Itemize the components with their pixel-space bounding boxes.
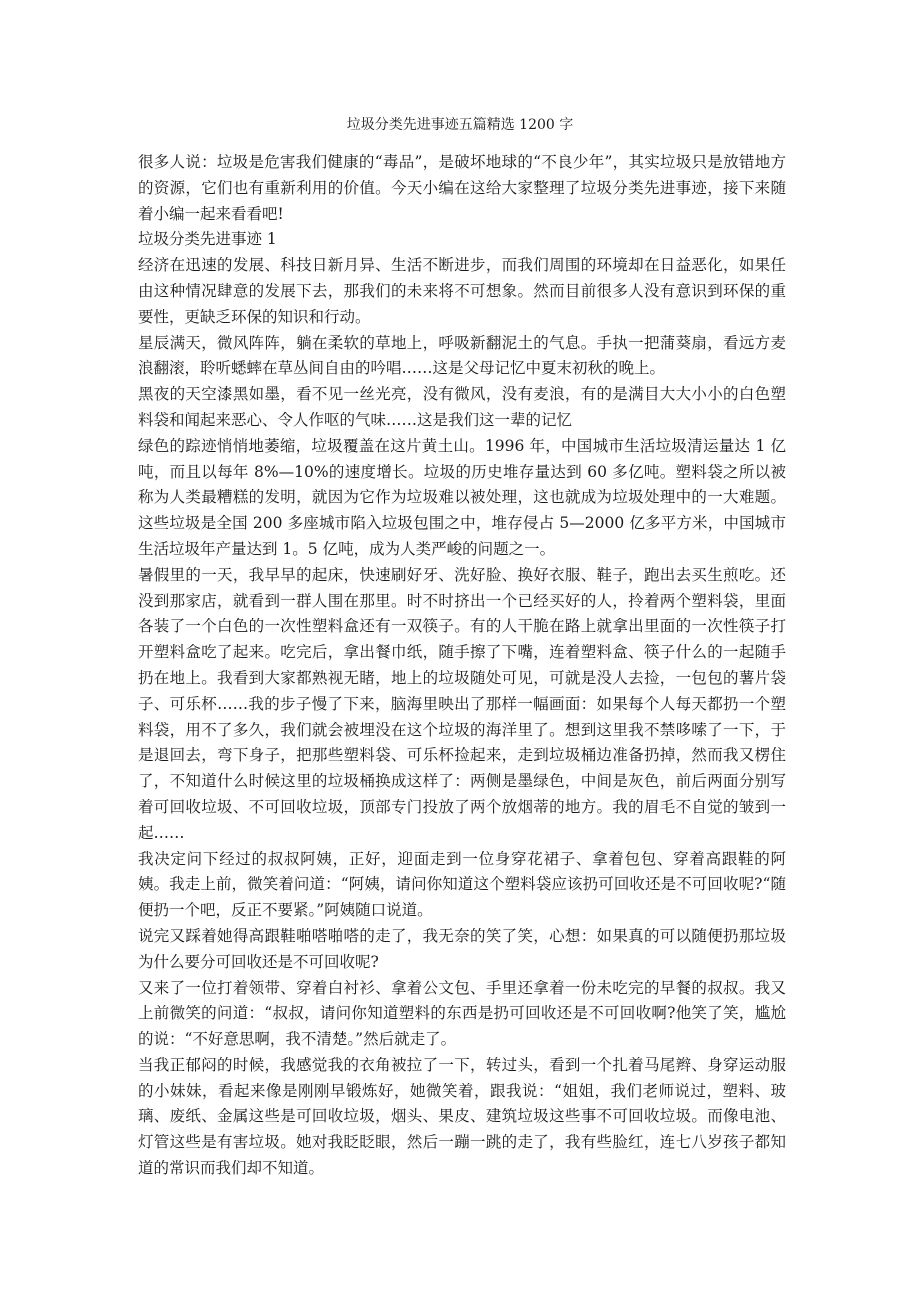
body-paragraph: 暑假里的一天，我早早的起床，快速刷好牙、洗好脸、换好衣服、鞋子，跑出去买生煎吃。还没到那家店，就看到一群人围在那里。时不时挤出一个已经买好的人，拎着两个塑料袋，里面各装了一个白色的一次性塑料盒还有一双筷子。有的人干脆在路上就拿出里面的一次性筷子打开塑料盒吃了起来。吃完后，拿出餐巾纸，随手擦了下嘴，连着塑料盒、筷子什么的一起随手扔在地上。我看到大家都熟视无睹，地上的垃圾随处可见，可就是没人去捡，一包包的薯片袋子、可乐杯……我的步子慢了下来，脑海里映出了那样一幅画面：如果每个人每天都扔一个塑料袋，用不了多久，我们就会被埋没在这个垃圾的海洋里了。想到这里我不禁哆嗦了一下，于是退回去，弯下身子，把那些塑料袋、可乐杯捡起来，走到垃圾桶边准备扔掉，然而我又楞住了，不知道什么时候这里的垃圾桶换成这样了：两侧是墨绿色，中间是灰色，前后两面分别写着可回收垃圾、不可回收垃圾，顶部专门投放了两个放烟蒂的地方。我的眉毛不自觉的皱到一起…… bbox=[138, 565, 786, 842]
body-paragraph: 经济在迅速的发展、科技日新月异、生活不断进步，而我们周围的环境却在日益恶化，如果任由这种情况肆意的发展下去，那我们的未来将不可想象。然而目前很多人没有意识到环保的重要性，更缺乏环保的知识和行动。 bbox=[138, 256, 786, 326]
intro-paragraph: 很多人说：垃圾是危害我们健康的“毒品”，是破坏地球的“不良少年”，其实垃圾只是放错地方的资源，它们也有重新利用的价值。今天小编在这给大家整理了垃圾分类先进事迹，接下来随着小编一起来看看吧! bbox=[138, 153, 786, 223]
body-paragraph: 黑夜的天空漆黑如墨，看不见一丝光亮，没有微风，没有麦浪，有的是满目大大小小的白色塑料袋和闻起来恶心、令人作呕的气味……这是我们这一辈的记忆 bbox=[138, 385, 786, 429]
body-paragraph: 说完又踩着她得高跟鞋啪嗒啪嗒的走了，我无奈的笑了笑，心想：如果真的可以随便扔那垃圾为什么要分可回收还是不可回收呢? bbox=[138, 926, 786, 971]
document-body bbox=[138, 150, 786, 1182]
document-title: 垃圾分类先进事迹五篇精选 1200 字 bbox=[346, 117, 574, 133]
body-paragraph: 又来了一位打着领带、穿着白衬衫、拿着公文包、手里还拿着一份未吃完的早餐的叔叔。我又上前微笑的问道：“叔叔，请问你知道塑料的东西是扔可回收还是不可回收啊?他笑了笑，尴尬的说：“不好意思啊，我不清楚。”然后就走了。 bbox=[138, 978, 786, 1049]
body-paragraph: 我决定问下经过的叔叔阿姨，正好，迎面走到一位身穿花裙子、拿着包包、穿着高跟鞋的阿姨。我走上前，微笑着问道：“阿姨，请问你知道这个塑料袋应该扔可回收还是不可回收呢?“随便扔一个吧，反正不要紧。”阿姨随口说道。 bbox=[138, 849, 786, 920]
section-heading: 垃圾分类先进事迹 1 bbox=[138, 230, 277, 249]
body-paragraph: 绿色的踪迹悄悄地萎缩，垃圾覆盖在这片黄土山。1996 年，中国城市生活垃圾清运量达 1 亿吨，而且以每年 8%—10%的速度增长。垃圾的历史堆存量达到 60 多亿吨。塑料袋之所以被称为人类最糟糕的发明，就因为它作为垃圾难以被处理，这也就成为垃圾处理中的一大难题。这些垃圾是全国 200 多座城市陷入垃圾包围之中，堆存侵占 5—2000 亿多平方米，中国城市生活垃圾年产量达到 1。5 亿吨，成为人类严峻的问题之一。 bbox=[138, 436, 786, 558]
body-paragraph: 当我正郁闷的时候，我感觉我的衣角被拉了一下，转过头，看到一个扎着马尾辫、身穿运动服的小妹妹，看起来像是刚刚早锻炼好，她微笑着，跟我说：“姐姐，我们老师说过，塑料、玻璃、废纸、金属这些是可回收垃圾，烟头、果皮、建筑垃圾这些事不可回收垃圾。而像电池、灯管这些是有害垃圾。她对我眨眨眼，然后一蹦一跳的走了，我有些脸红，连七八岁孩子都知道的常识而我们却不知道。 bbox=[138, 1055, 786, 1178]
body-paragraph: 星辰满天，微风阵阵，躺在柔软的草地上，呼吸新翻泥土的气息。手执一把蒲葵扇，看远方麦浪翻滚，聆听蟋蟀在草丛间自由的吟唱……这是父母记忆中夏末初秋的晚上。 bbox=[138, 333, 786, 378]
